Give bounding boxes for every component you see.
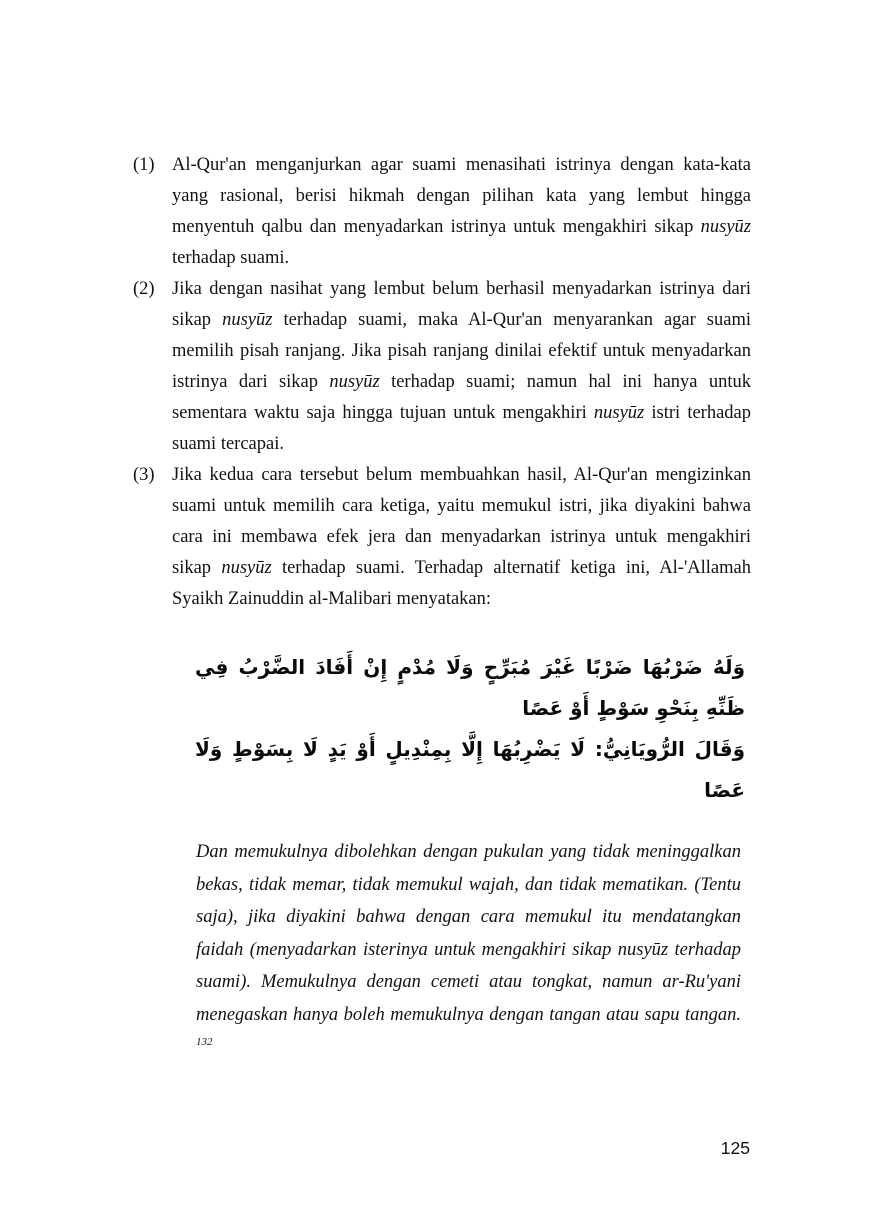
page-number: 125 — [720, 1138, 750, 1158]
list-marker-2: (2) — [133, 279, 155, 299]
list-marker-3: (3) — [133, 465, 155, 485]
page-content — [133, 150, 751, 1064]
list-item-2 — [133, 274, 751, 460]
list-text-3: Jika kedua cara tersebut belum membuahkan hasil, Al-Qur'an mengizinkan suami untuk memilih cara ketiga, yaitu memukul istri, jika diyakini bahwa cara ini membawa efek jera dan menyadarkan istrinya untuk mengakhiri sikap nusyūz terhadap suami. Terhadap alternatif ketiga ini, Al-'Allamah Syaikh Zainuddin al-Malibari menyatakan: — [172, 465, 751, 609]
list-text-2: Jika dengan nasihat yang lembut belum berhasil menyadarkan istrinya dari sikap nusyūz terhadap suami, maka Al-Qur'an menyarankan agar suami memilih pisah ranjang. Jika pisah ranjang dinilai efektif untuk menyadarkan istrinya dari sikap nusyūz terhadap suami; namun hal ini hanya untuk sementara waktu saja hingga tujuan untuk mengakhiri nusyūz istri terhadap suami tercapai. — [172, 279, 751, 454]
list-marker-1: (1) — [133, 155, 155, 175]
list-item-3 — [133, 460, 751, 615]
arabic-quote — [195, 647, 745, 811]
list-text-1: Al-Qur'an menganjurkan agar suami menasihati istrinya dengan kata-kata yang rasional, berisi hikmah dengan pilihan kata yang lembut hingga menyentuh qalbu dan menyadarkan istrinya untuk mengakhiri sikap nusyūz terhadap suami. — [172, 155, 751, 268]
translation-paragraph: Dan memukulnya dibolehkan dengan pukulan yang tidak meninggalkan bekas, tidak memar, tidak memukul wajah, dan tidak mematikan. (Tentu saja), jika diyakini bahwa dengan cara memukul itu mendatangkan faidah (menyadarkan isterinya untuk mengakhiri sikap nusyūz terhadap suami). Memukulnya dengan cemeti atau tongkat, namun ar-Ru'yani menegaskan hanya boleh memukulnya dengan tangan atau sapu tangan. $^{132}$ — [196, 842, 741, 1048]
arabic-quote-line-1: وَلَهُ ضَرْبُهَا ضَرْبًا غَيْرَ مُبَرِّحٍ وَلَا مُدْمٍ إِنْ أَفَادَ الضَّرْبُ فِي ظَنِّهِ بِنَحْوِ سَوْطٍ أَوْ عَصًا — [195, 655, 745, 720]
arabic-quote-line-2: وَقَالَ الرُّويَانِيُّ: لَا يَضْرِبُهَا إِلَّا بِمِنْدِيلٍ أَوْ يَدٍ لَا بِسَوْطٍ وَلَا عَصًا — [195, 737, 745, 802]
list-item-1 — [133, 150, 751, 274]
